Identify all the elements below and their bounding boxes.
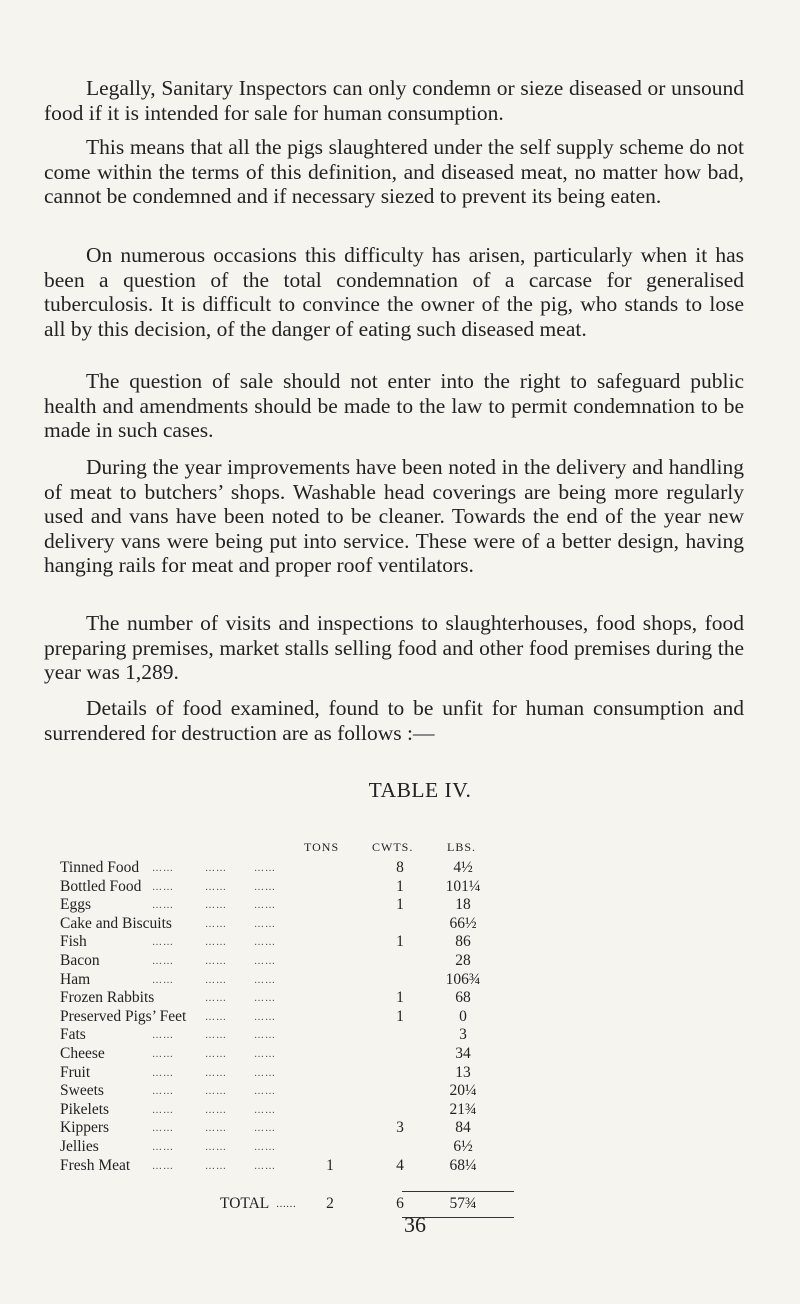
item-label: Jellies xyxy=(60,1138,99,1155)
value-lbs: 28 xyxy=(455,952,471,969)
value-lbs: 13 xyxy=(455,1063,471,1081)
total-lbs: 57¾ xyxy=(449,1195,477,1213)
table-row: Eggs …… …… …… 1 18 xyxy=(60,896,620,914)
table-row: Frozen Rabbits …… …… 1 68 xyxy=(60,989,620,1007)
paragraph-4: The question of sale should not enter into the right to safeguard public health and amendments should be made to the law to permit condemnation to be made in such cases. xyxy=(44,369,744,442)
header-cwts: CWTS. xyxy=(372,840,414,854)
page-number: 36 xyxy=(404,1212,426,1237)
item-label: Kippers xyxy=(60,1119,110,1137)
paragraph-2: This means that all the pigs slaughtered under the self supply scheme do not come within the terms of this definition, and diseased meat, no matter how bad, cannot be condemned and if necessary siezed to prevent its being eaten. xyxy=(44,135,744,208)
value-lbs: 86 xyxy=(455,933,471,951)
value-lbs: 18 xyxy=(455,896,471,914)
paragraph-6: The number of visits and inspections to slaughterhouses, food shops, food preparing premises, market stalls selling food and other food premises during the year was 1,289. xyxy=(44,611,744,684)
total-label: TOTAL xyxy=(220,1195,270,1213)
table-row: Cake and Biscuits …… …… 66½ xyxy=(60,915,620,933)
total-dots: …… xyxy=(276,1199,296,1211)
value-cwts: 3 xyxy=(396,1119,404,1137)
total-cwts: 6 xyxy=(396,1195,404,1213)
table-row: Fruit …… …… …… 13 xyxy=(60,1064,620,1082)
table-row: Preserved Pigs’ Feet …… …… 1 0 xyxy=(60,1008,620,1026)
value-lbs: 68¼ xyxy=(449,1156,477,1174)
paragraph-7: Details of food examined, found to be unfit for human consumption and surrendered for destruction are as follows :— xyxy=(44,696,744,745)
table-row: Bottled Food …… …… …… 1 101¼ xyxy=(60,878,620,896)
value-cwts: 8 xyxy=(396,859,404,876)
paragraph-5: During the year improvements have been noted in the delivery and handling of meat to butchers’ shops. Washable head coverings are being more regularly used and vans have been noted to be cleaner. Towards the end of the year new delivery vans were being put into service. These were of a better design, having hanging rails for meat and proper roof ventilators. xyxy=(44,455,744,577)
item-label: Preserved Pigs’ Feet xyxy=(60,1007,187,1025)
item-label: Tinned Food xyxy=(60,859,140,876)
table-row: Fats …… …… …… 3 xyxy=(60,1026,620,1044)
item-label: Bacon xyxy=(60,952,100,969)
item-label: Ham xyxy=(60,970,91,988)
item-label: Eggs xyxy=(60,896,91,914)
value-lbs: 106¾ xyxy=(445,970,481,988)
item-label: Fish xyxy=(60,933,87,951)
item-label: Cake and Biscuits xyxy=(60,914,172,932)
value-lbs: 0 xyxy=(459,1007,467,1025)
paragraph-3: On numerous occasions this difficulty has arisen, particularly when it has been a question of the total condemnation of a carcase for generalised tuberculosis. It is difficult to convince the owner of the pig, who stands to lose all by this decision, of the danger of eating such diseased meat. xyxy=(44,243,744,341)
total-tons: 2 xyxy=(326,1195,334,1213)
value-lbs: 3 xyxy=(459,1026,467,1044)
item-label: Bottled Food xyxy=(60,877,142,895)
value-lbs: 101¼ xyxy=(445,877,481,895)
value-lbs: 84 xyxy=(455,1119,471,1137)
paragraph-1: Legally, Sanitary Inspectors can only condemn or sieze diseased or unsound food if it is intended for sale for human consumption. xyxy=(44,76,744,125)
total-row xyxy=(60,1195,620,1213)
table-title: TABLE IV. xyxy=(368,778,472,802)
table-row: Sweets …… …… …… 20¼ xyxy=(60,1082,620,1100)
value-lbs: 21¾ xyxy=(449,1100,477,1118)
header-tons: TONS xyxy=(304,840,340,854)
value-tons: 1 xyxy=(326,1156,334,1174)
value-lbs: 66½ xyxy=(449,914,477,932)
table-row: Ham …… …… …… 106¾ xyxy=(60,971,620,989)
header-lbs: LBS. xyxy=(447,840,477,854)
total-rule-top xyxy=(402,1191,514,1192)
value-cwts: 1 xyxy=(396,933,404,951)
table-row: Cheese …… …… …… 34 xyxy=(60,1045,620,1063)
value-cwts: 1 xyxy=(396,896,404,914)
value-cwts: 1 xyxy=(396,877,404,895)
item-label: Cheese xyxy=(60,1045,105,1062)
table-row: Fish …… …… …… 1 86 xyxy=(60,933,620,951)
item-label: Fruit xyxy=(60,1063,91,1081)
table-row: Kippers …… …… …… 3 84 xyxy=(60,1119,620,1137)
table-row: Bacon …… …… …… 28 xyxy=(60,952,620,970)
table-row: Jellies …… …… …… 6½ xyxy=(60,1138,620,1156)
item-label: Fresh Meat xyxy=(60,1156,131,1174)
table-row: Tinned Food …… …… …… 8 4½ xyxy=(60,859,620,877)
table-row: Fresh Meat …… …… …… 1 4 68¼ xyxy=(60,1157,620,1175)
item-label: Sweets xyxy=(60,1082,104,1100)
item-label: Fats xyxy=(60,1026,86,1044)
value-lbs: 20¼ xyxy=(449,1082,477,1100)
value-lbs: 34 xyxy=(455,1045,471,1062)
value-cwts: 4 xyxy=(396,1156,404,1174)
item-label: Pikelets xyxy=(60,1100,110,1118)
table-row: Pikelets …… …… …… 21¾ xyxy=(60,1101,620,1119)
value-lbs: 68 xyxy=(455,989,471,1007)
item-label: Frozen Rabbits xyxy=(60,989,155,1007)
value-lbs: 6½ xyxy=(453,1138,473,1155)
value-cwts: 1 xyxy=(396,1007,404,1025)
value-lbs: 4½ xyxy=(453,859,473,876)
value-cwts: 1 xyxy=(396,989,404,1007)
